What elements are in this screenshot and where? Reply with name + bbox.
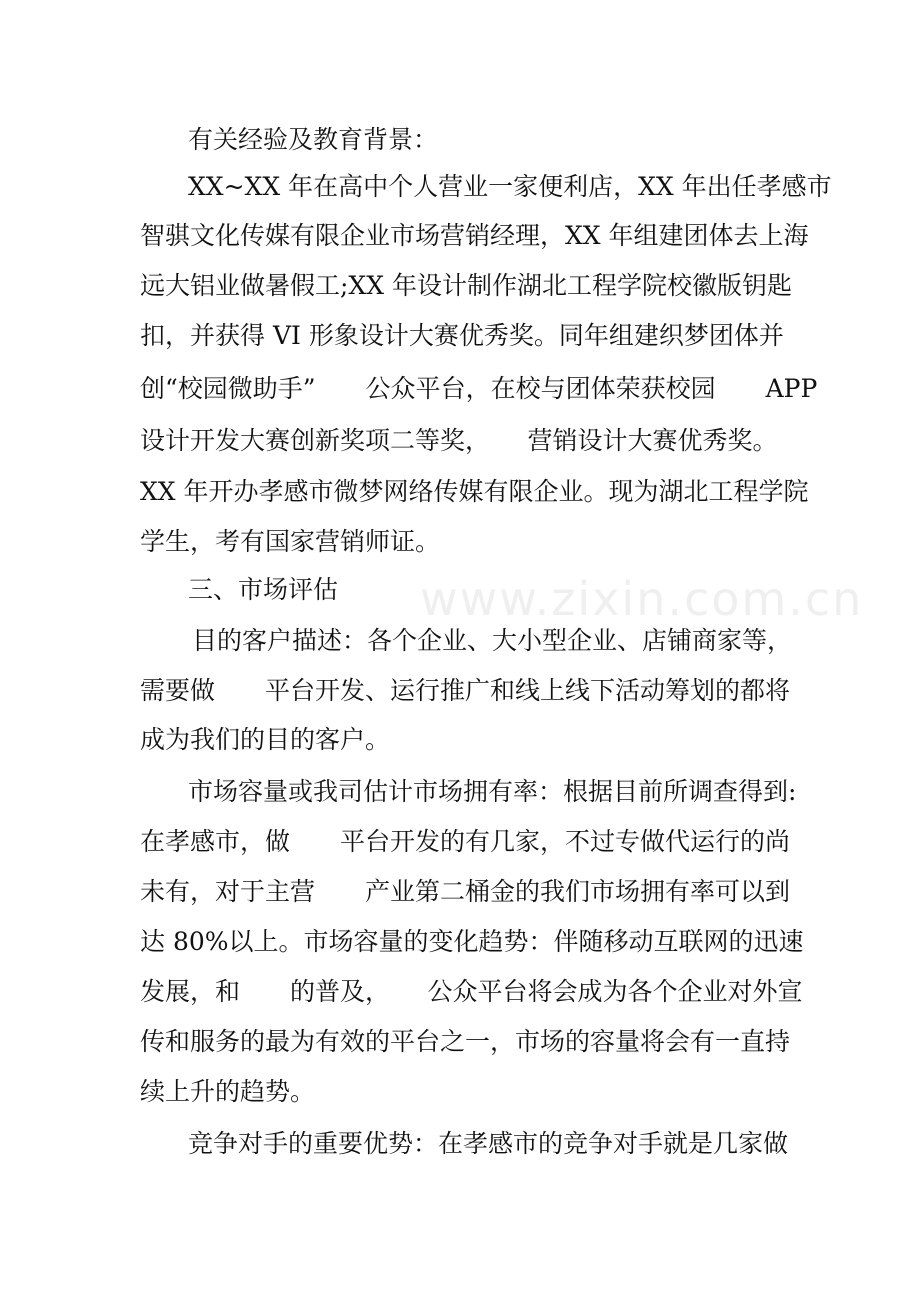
body-line: 创“校园微助手” 公众平台，在校与团体荣获校园 APP bbox=[140, 374, 818, 403]
body-line: 目的客户描述：各个企业、大小型企业、店铺商家等， bbox=[192, 626, 793, 655]
body-line: 远大铝业做暑假工;XX 年设计制作湖北工程学院校徽版钥匙 bbox=[140, 271, 792, 300]
body-line: 智骐文化传媒有限企业市场营销经理，XX 年组建团体去上海 bbox=[140, 221, 809, 250]
watermark: www.zixin.com.cn bbox=[420, 572, 864, 626]
section-heading: 三、市场评估 bbox=[188, 575, 339, 604]
body-line: 需要做 平台开发、运行推广和线上线下活动筹划的都将 bbox=[140, 676, 791, 705]
body-line: XX~XX 年在高中个人营业一家便利店，XX 年出任孝感市 bbox=[188, 172, 832, 201]
body-line: 学生，考有国家营销师证。 bbox=[140, 527, 441, 556]
body-line: 在孝感市，做 平台开发的有几家，不过专做代运行的尚 bbox=[140, 827, 791, 856]
body-line: 市场容量或我司估计市场拥有率：根据目前所调查得到: bbox=[188, 777, 797, 806]
body-line: 竞争对手的重要优势：在孝感市的竞争对手就是几家做 bbox=[188, 1129, 789, 1158]
body-line: 设计开发大赛创新奖项二等奖， 营销设计大赛优秀奖。 bbox=[140, 426, 778, 455]
body-line: XX 年开办孝感市微梦网络传媒有限企业。现为湖北工程学院 bbox=[140, 477, 809, 506]
body-line: 达 80%以上。市场容量的变化趋势：伴随移动互联网的迅速 bbox=[140, 927, 804, 956]
body-line: 发展，和 的普及， 公众平台将会成为各个企业对外宣 bbox=[140, 977, 803, 1006]
body-line: 未有，对于主营 产业第二桶金的我们市场拥有率可以到 bbox=[140, 877, 791, 906]
body-line: 扣，并获得 VI 形象设计大赛优秀奖。同年组建织梦团体并 bbox=[140, 321, 784, 350]
body-line: 传和服务的最为有效的平台之一，市场的容量将会有一直持 bbox=[140, 1027, 791, 1056]
body-line: 续上升的趋势。 bbox=[140, 1077, 316, 1106]
body-line: 成为我们的目的客户。 bbox=[140, 725, 391, 754]
body-line: 有关经验及教育背景： bbox=[188, 125, 439, 154]
